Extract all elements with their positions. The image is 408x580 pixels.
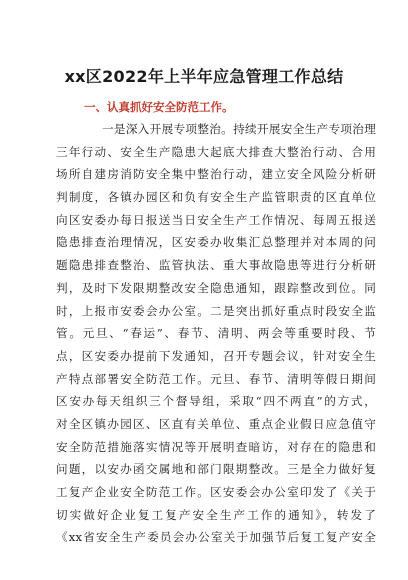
text-line: 题隐患排查整治、监管执法、重大事故隐患等进行分析研 [56, 258, 376, 273]
document-title: xx区2022年上半年应急管理工作总结 [64, 67, 344, 86]
text-line: 区安办每天组织三个督导组，采取“四不两直”的方式， [56, 394, 376, 409]
text-line: 一是深入开展专项整治。持续开展安全生产专项治理 [102, 122, 376, 136]
text-line: 管。元旦、“春运”、春节、清明、两会等重要时段、节 [56, 326, 376, 341]
text-line: 安全防范措施落实情况等开展明查暗访，对存在的隐患和 [56, 439, 376, 454]
text-line: 切实做好企业复工复产安全生产工作的通知》，转发了 [56, 507, 376, 522]
text-line: 隐患排查治理情况，区安委办收集汇总整理并对本周的问 [56, 235, 376, 250]
text-line: 点，区安委办提前下发通知，召开专题会议，针对安全生 [56, 348, 376, 363]
text-line: 场所自建房消防安全集中整治行动，建立安全风险分析研 [56, 167, 376, 182]
text-line: 向区安委办每日报送当日安全生产工作情况、每周五报送 [56, 212, 376, 227]
text-line: 工复产企业安全防范工作。区安委会办公室印发了《关于 [56, 485, 376, 499]
text-line: 判，及时下发限期整改安全隐患通知，跟踪整改到位。同 [56, 280, 376, 295]
text-line: 产特点部署安全防范工作。元旦、春节、清明等假日期间 [56, 371, 376, 386]
text-line: 《xx省安全生产委员会办公室关于加强节后复工复产安全 [56, 530, 376, 545]
body-paragraph [56, 118, 376, 549]
section-heading: 一、认真抓好安全防范工作。 [84, 100, 234, 114]
text-line: 对全区镇办园区、区直有关单位、重点企业假日应急值守 [56, 416, 376, 431]
text-line: 三年行动、安全生产隐患大起底大排查大整治行动、合用 [56, 144, 376, 159]
text-line: 判制度，各镇办园区和负有安全生产监管职责的区直单位 [56, 190, 376, 205]
text-line: 时，上报市安委会办公室。二是突出抓好重点时段安全监 [56, 303, 376, 318]
text-line: 问题，以安办函交属地和部门限期整改。三是全力做好复 [56, 462, 376, 477]
